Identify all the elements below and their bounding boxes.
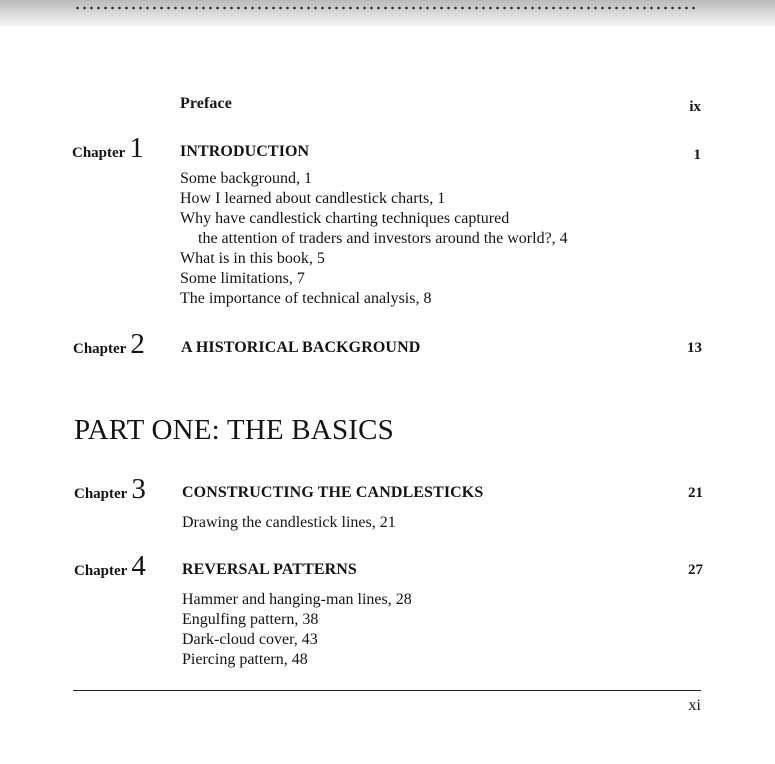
- chapter-2-word: Chapter: [73, 341, 127, 357]
- page-folio: xi: [688, 697, 701, 714]
- section-item: Piercing pattern, 48: [182, 651, 308, 668]
- dotted-leader: [74, 6, 696, 10]
- chapter-3-sections: [182, 513, 396, 533]
- section-item: Drawing the candlestick lines, 21: [182, 514, 396, 531]
- section-item: How I learned about candlestick charts, 1: [180, 190, 446, 207]
- chapter-1-word: Chapter: [72, 145, 126, 161]
- section-item-continuation: the attention of traders and investors around the world?, 4: [198, 230, 568, 247]
- section-item: Hammer and hanging-man lines, 28: [182, 591, 412, 608]
- chapter-2-page: 13: [687, 340, 702, 356]
- chapter-3-label-group: [74, 475, 146, 504]
- part-heading: PART ONE: THE BASICS: [74, 414, 394, 446]
- chapter-1-page: 1: [693, 147, 701, 163]
- chapter-3-number: 3: [131, 473, 146, 505]
- chapter-4-page: 27: [688, 562, 703, 578]
- section-item: Why have candlestick charting techniques captured: [180, 210, 510, 227]
- chapter-1-title: INTRODUCTION: [180, 143, 310, 160]
- chapter-1-number: 1: [129, 132, 144, 164]
- chapter-3-word: Chapter: [74, 486, 128, 502]
- section-item: What is in this book, 5: [180, 250, 325, 267]
- chapter-4-label-group: [74, 552, 146, 581]
- chapter-4-title: REVERSAL PATTERNS: [182, 561, 357, 578]
- preface-page: ix: [689, 99, 701, 115]
- chapter-1-sections: [180, 169, 568, 309]
- chapter-2-title: A HISTORICAL BACKGROUND: [181, 339, 421, 356]
- chapter-4-sections: [182, 590, 412, 670]
- preface-title: Preface: [180, 95, 232, 112]
- chapter-3-page: 21: [688, 485, 703, 501]
- section-item: Some limitations, 7: [180, 270, 305, 287]
- footer-rule: [73, 690, 701, 691]
- section-item: Some background, 1: [180, 170, 312, 187]
- chapter-1-label-group: [72, 134, 144, 163]
- page-top-edge: [0, 0, 775, 26]
- section-item: Dark-cloud cover, 43: [182, 631, 318, 648]
- section-item: The importance of technical analysis, 8: [180, 290, 432, 307]
- chapter-4-number: 4: [131, 550, 146, 582]
- chapter-2-number: 2: [130, 328, 145, 360]
- chapter-4-word: Chapter: [74, 563, 128, 579]
- chapter-3-title: CONSTRUCTING THE CANDLESTICKS: [182, 484, 484, 501]
- section-item: Engulfing pattern, 38: [182, 611, 319, 628]
- chapter-2-label-group: [73, 330, 145, 359]
